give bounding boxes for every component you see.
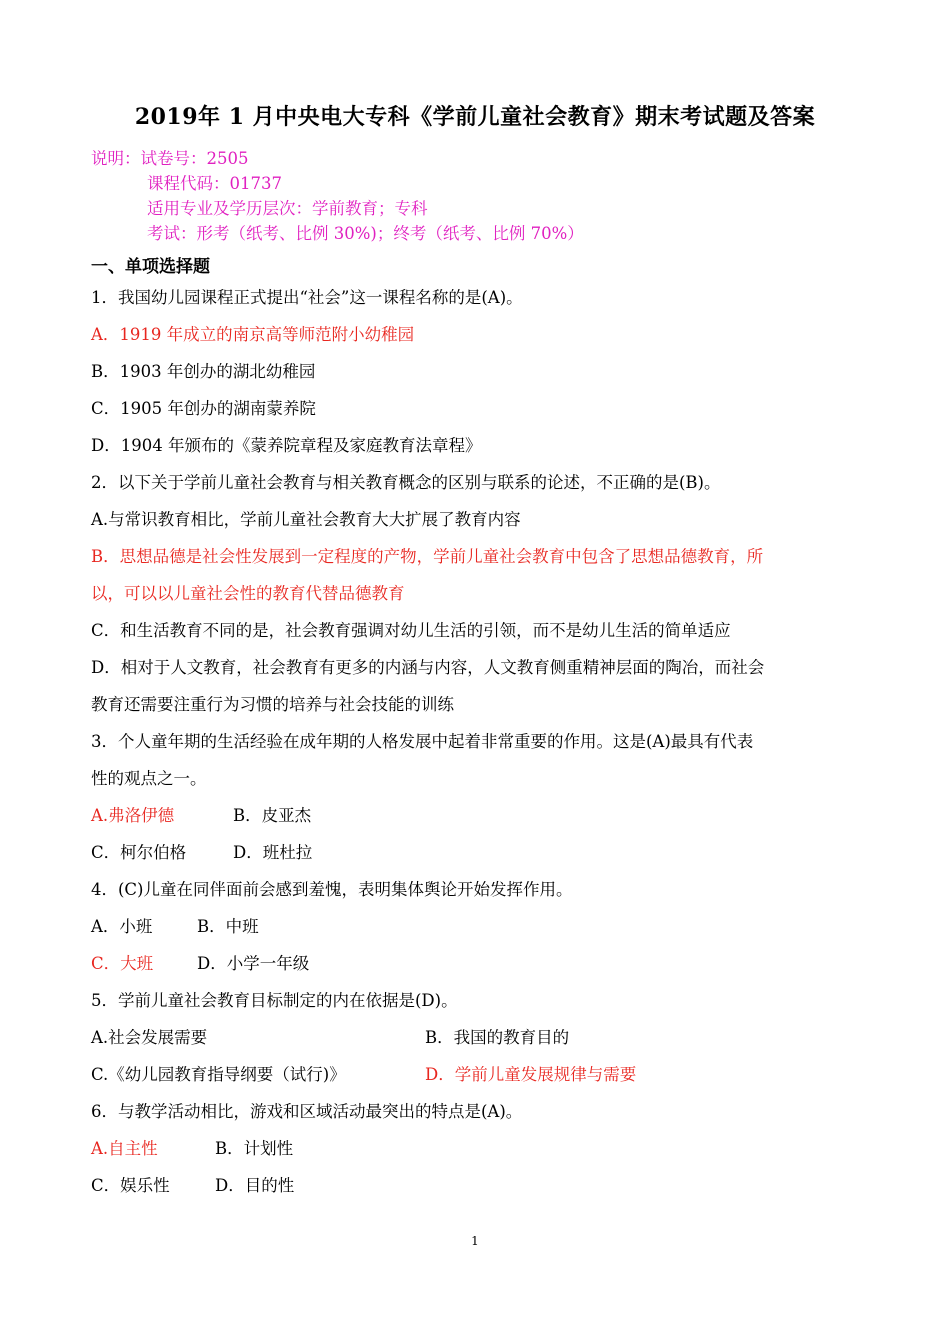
question-4-option-d: D．小学一年级	[197, 954, 310, 973]
page-number: 1	[471, 1234, 479, 1248]
question-3-stem: 3．个人童年期的生活经验在成年期的人格发展中起着非常重要的作用。这是(A)最具有代表	[91, 732, 754, 751]
question-1-option-b: B．1903 年创办的湖北幼稚园	[91, 362, 316, 381]
question-1-option-d: D．1904 年颁布的《蒙养院章程及家庭教育法章程》	[91, 436, 482, 455]
question-2-option-b: B．思想品德是社会性发展到一定程度的产物，学前儿童社会教育中包含了思想品德教育，所	[91, 547, 764, 566]
question-4-options-cd	[91, 953, 871, 990]
question-3-option-d: D．班杜拉	[233, 843, 313, 862]
question-2-option-c: C．和生活教育不同的是，社会教育强调对幼儿生活的引领，而不是幼儿生活的简单适应	[91, 621, 731, 640]
question-5-options-ab	[91, 1027, 871, 1064]
exam-info-paper-number: 说明：试卷号：2505	[91, 149, 249, 168]
section-heading: 一、单项选择题	[91, 257, 210, 277]
question-6-option-d: D．目的性	[215, 1176, 295, 1195]
question-5-option-d: D．学前儿童发展规律与需要	[425, 1065, 637, 1084]
question-4-options-ab	[91, 916, 871, 953]
question-5-option-b: B．我国的教育目的	[425, 1028, 570, 1047]
question-5-stem: 5．学前儿童社会教育目标制定的内在依据是(D)。	[91, 991, 458, 1010]
exam-info	[91, 146, 584, 246]
question-1-option-c: C．1905 年创办的湖南蒙养院	[91, 399, 316, 418]
question-1-stem: 1．我国幼儿园课程正式提出“社会”这一课程名称的是(A)。	[91, 288, 523, 307]
question-6-option-c: C．娱乐性	[91, 1176, 170, 1195]
exam-info-course-code: 课程代码：01737	[147, 174, 282, 193]
question-2-option-b-cont: 以，可以以儿童社会性的教育代替品德教育	[91, 584, 405, 603]
question-2-stem: 2．以下关于学前儿童社会教育与相关教育概念的区别与联系的论述，不正确的是(B)。	[91, 473, 721, 492]
question-4-stem: 4．(C)儿童在同伴面前会感到羞愧，表明集体舆论开始发挥作用。	[91, 880, 573, 899]
question-3-stem-cont: 性的观点之一。	[91, 769, 207, 788]
question-4-option-b: B．中班	[197, 917, 259, 936]
question-4-option-c: C．大班	[91, 954, 154, 973]
question-2-option-a: A.与常识教育相比，学前儿童社会教育大大扩展了教育内容	[91, 510, 521, 529]
question-5-options-cd	[91, 1064, 871, 1101]
question-6-option-b: B．计划性	[215, 1139, 294, 1158]
question-4-option-a: A．小班	[91, 917, 153, 936]
question-6-options-ab	[91, 1138, 871, 1175]
question-5-option-c: C.《幼儿园教育指导纲要（试行)》	[91, 1065, 346, 1084]
question-6-options-cd	[91, 1175, 871, 1212]
exam-info-major: 适用专业及学历层次：学前教育；专科	[147, 199, 428, 218]
exam-info-exam-ratio: 考试：形考（纸考、比例 30%)；终考（纸考、比例 70%）	[147, 224, 584, 243]
document-title: 2019年 1 月中央电大专科《学前儿童社会教育》期末考试题及答案	[134, 104, 816, 130]
question-3-options-ab	[91, 805, 871, 842]
question-3-option-a: A.弗洛伊德	[91, 806, 175, 825]
question-list	[91, 287, 871, 1212]
question-2-option-d-cont: 教育还需要注重行为习惯的培养与社会技能的训练	[91, 695, 454, 714]
question-6-stem: 6．与教学活动相比，游戏和区域活动最突出的特点是(A)。	[91, 1102, 523, 1121]
question-2-option-d: D．相对于人文教育，社会教育有更多的内涵与内容，人文教育侧重精神层面的陶冶，而社会	[91, 658, 765, 677]
question-3-option-b: B．皮亚杰	[233, 806, 312, 825]
question-3-option-c: C．柯尔伯格	[91, 843, 187, 862]
question-1-option-a: A．1919 年成立的南京高等师范附小幼稚园	[91, 325, 415, 344]
question-3-options-cd	[91, 842, 871, 879]
question-5-option-a: A.社会发展需要	[91, 1028, 208, 1047]
question-6-option-a: A.自主性	[91, 1139, 158, 1158]
